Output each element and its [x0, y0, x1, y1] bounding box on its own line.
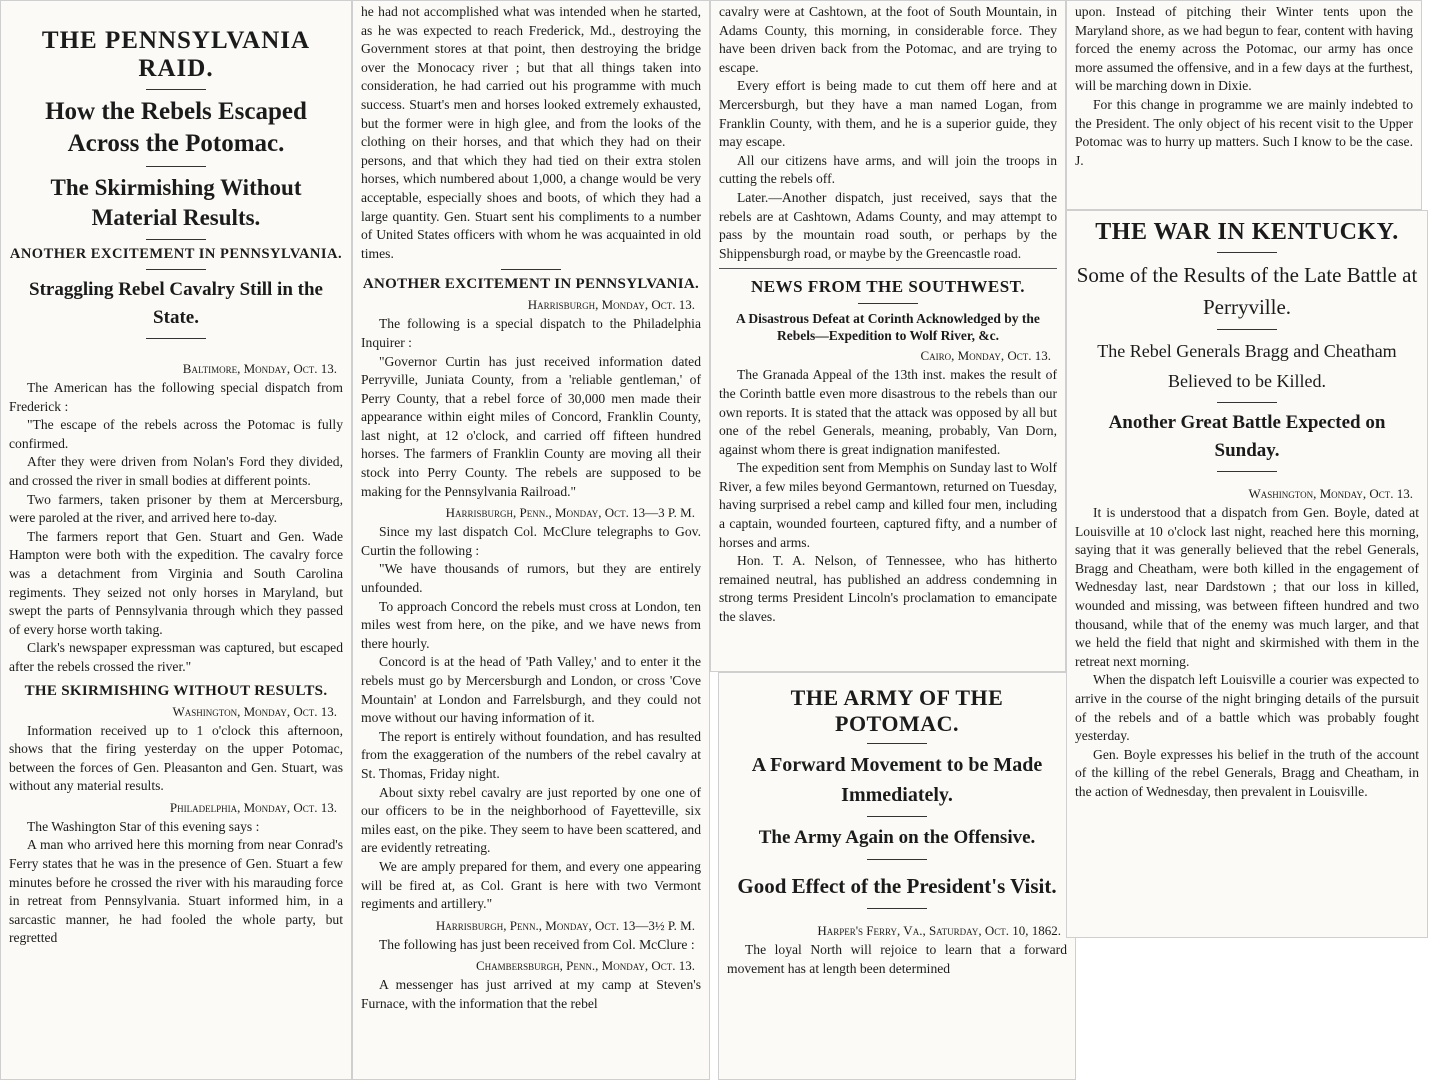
divider	[1217, 471, 1277, 472]
paragraph: When the dispatch left Louisville a courier was expected to arrive in the course of the night bringing details of the pursuit of the rebels and of a battle which was probably fought yesterday.	[1075, 672, 1419, 744]
dateline-chambersburgh: Chambersburgh, Penn., Monday, Oct. 13.	[475, 958, 695, 974]
dateline-washington: Washington, Monday, Oct. 13.	[172, 703, 337, 719]
paragraph: The loyal North will rejoice to learn that a forward movement has at length been determined	[727, 942, 1067, 976]
clipping-col2-stuart-raid-continued	[352, 0, 710, 1080]
divider	[146, 239, 206, 240]
paragraph: Later.—Another dispatch, just received, says that the rebels are at Cashtown, Adams County, and may attempt to pass by the mountain road south, or perhaps by the Shippensburgh road, or maybe by the Greencastle road.	[719, 189, 1057, 261]
divider	[1217, 329, 1277, 330]
paragraph: The following is a special dispatch to the Philadelphia Inquirer :	[361, 316, 701, 350]
dateline-harrisburgh-3pm: Harrisburgh, Penn., Monday, Oct. 13—3 P. M.	[445, 505, 695, 521]
article-body	[9, 379, 343, 677]
headline-news-from-southwest: NEWS FROM THE SOUTHWEST.	[751, 277, 1025, 297]
paragraph: The farmers report that Gen. Stuart and Gen. Wade Hampton were both with the expedition. The cavalry force was a detachment from Virginia and South Carolina regiments. They seized not only horses in Maryland, but swept the parts of Pennsylvania through which they passed of every horse worth taking.	[9, 528, 343, 637]
deck-forward-movement: A Forward Movement to be Made Immediately.	[751, 754, 1043, 806]
paragraph: Clark's newspaper expressman was captured, but escaped after the rebels crossed the river."	[9, 640, 343, 674]
divider	[1217, 402, 1277, 403]
paragraph: "The escape of the rebels across the Potomac is fully confirmed.	[9, 417, 343, 451]
paragraph: "We have thousands of rumors, but they are entirely unfounded.	[361, 561, 701, 596]
paragraph: Concord is at the head of 'Path Valley,' and to enter it the rebels must go by Mercersburgh and London, or cross 'Cove Mountain' at London and Farrelsburgh, and they could not move without our having information of it.	[361, 654, 701, 726]
divider	[1217, 252, 1277, 253]
dateline-washington-kentucky: Washington, Monday, Oct. 13.	[1248, 486, 1413, 501]
divider	[501, 269, 561, 270]
deck-straggling-cavalry: Straggling Rebel Cavalry Still in the State.	[29, 279, 323, 328]
subhead-skirmishing-without-results: THE SKIRMISHING WITHOUT RESULTS.	[24, 682, 328, 699]
article-body	[361, 523, 701, 913]
divider	[867, 908, 927, 909]
deck-another-excitement: ANOTHER EXCITEMENT IN PENNSYLVANIA.	[9, 246, 343, 262]
paragraph: The American has the following special dispatch from Frederick :	[9, 380, 343, 414]
article-body	[361, 315, 701, 501]
deck-skirmishing: The Skirmishing Without Material Results.	[50, 175, 302, 230]
paragraph: upon. Instead of pitching their Winter tents upon the Maryland shore, as we had begun to fear, content with having forced the enemy across the Potomac, our army has once more assumed the offensive, and in a few days at the furthest, will be marching down in Dixie.	[1075, 4, 1413, 94]
divider	[146, 166, 206, 167]
dateline-harpers-ferry: Harper's Ferry, Va., Saturday, Oct. 10, 1862.	[817, 923, 1061, 938]
article-body	[719, 366, 1057, 626]
paragraph: A messenger has just arrived at my camp at Steven's Furnace, with the information that the rebel	[361, 977, 701, 1011]
paragraph: After they were driven from Nolan's Ford they divided, and crossed the river in small bodies at different points.	[9, 454, 343, 488]
divider	[146, 269, 206, 270]
paragraph: The expedition sent from Memphis on Sunday last to Wolf River, a few miles beyond Germantown, returned on Tuesday, having surprised a rebel camp and killed four men, including a captain, wounded fourteen, captured fifty, and a number of horses and arms.	[719, 460, 1057, 550]
paragraph: To approach Concord the rebels must cross at London, ten miles west from here, on the pike, and we have news from there hourly.	[361, 598, 701, 651]
paragraph: The following has just been received from Col. McClure :	[379, 936, 695, 952]
deck-results-perryville: Some of the Results of the Late Battle at Perryville.	[1076, 263, 1418, 319]
paragraph: Information received up to 1 o'clock this afternoon, shows that the firing yesterday on the upper Potomac, between the forces of Gen. Pleasanton and Gen. Stuart, was without any material results.	[9, 722, 343, 794]
paragraph: For this change in programme we are mainly indebted to the President. The only object of his recent visit to the Upper Potomac was to hurry up matters. Such I know to be the case. J.	[1075, 96, 1413, 168]
deck-presidents-visit: Good Effect of the President's Visit.	[737, 874, 1057, 898]
paragraph: Since my last dispatch Col. McClure telegraphs to Gov. Curtin the following :	[361, 524, 701, 558]
deck-disastrous-defeat-corinth: A Disastrous Defeat at Corinth Acknowledged by the Rebels—Expedition to Wolf River, &c.	[736, 311, 1040, 344]
deck-another-great-battle: Another Great Battle Expected on Sunday.	[1108, 412, 1386, 461]
subhead-another-excitement: ANOTHER EXCITEMENT IN PENNSYLVANIA.	[362, 276, 700, 293]
dateline-cairo: Cairo, Monday, Oct. 13.	[920, 348, 1051, 364]
article-body	[1075, 3, 1413, 170]
clipping-col4-war-in-kentucky	[1066, 210, 1428, 938]
article-body	[9, 818, 343, 948]
paragraph: Gen. Boyle expresses his belief in the truth of the account of the killing of the rebel Generals, Bragg and Cheatham, in the action of Wednesday, then prevalent in Louisville.	[1075, 746, 1419, 799]
paragraph: It is understood that a dispatch from Gen. Boyle, dated at Louisville at 10 o'clock last night, reached here this morning, saying that it was generally believed that the rebel Generals, Bragg and Cheatham, were both killed in the engagement of Wednesday last, near Dardstown ; that our loss in killed, wounded and missing, was between fifteen hundred and two thousand, while that of the enemy was much larger, and that we held the field that night and skirmished with them in the retreat next morning.	[1075, 505, 1419, 669]
paragraph: The Washington Star of this evening says :	[27, 818, 260, 834]
article-body	[361, 3, 701, 263]
headline-war-in-kentucky: THE WAR IN KENTUCKY.	[1095, 219, 1399, 245]
divider	[867, 859, 927, 860]
paragraph: Hon. T. A. Nelson, of Tennessee, who has hitherto remained neutral, has published an address condemning in strong terms President Lincoln's proclamation to emancipate the slaves.	[719, 553, 1057, 625]
article-body	[361, 936, 701, 955]
clipping-col1-pennsylvania-raid	[0, 0, 352, 1080]
article-body	[719, 3, 1057, 263]
article-body	[727, 941, 1067, 978]
divider	[867, 816, 927, 817]
paragraph: The Granada Appeal of the 13th inst. makes the result of the Corinth battle even more disastrous to the rebels than our own reports. It is stated that the attack was opposed by all but one of the rebel Generals, meaning, probably, Van Dorn, against whom there is great indignation manifested.	[719, 367, 1057, 457]
paragraph: A man who arrived here this morning from near Conrad's Ferry states that he was in the presence of Gen. Stuart a few minutes before he crossed the river with his marauding force in retreat from Pennsylvania. Stuart informed him, in a sarcastic manner, he had fooled the whole party, but regretted	[9, 837, 343, 946]
deck-rebels-escaped: How the Rebels Escaped Across the Potomac.	[45, 98, 307, 157]
dateline-baltimore: Baltimore, Monday, Oct. 13.	[182, 361, 337, 376]
paragraph: cavalry were at Cashtown, at the foot of South Mountain, in Adams County, this morning, in considerable force. They have been driven back from the Potomac, and are trying to escape.	[719, 4, 1057, 75]
paragraph: Two farmers, taken prisoner by them at Mercersburg, were paroled at the river, and arrived here to-day.	[9, 491, 343, 526]
paragraph: We are amply prepared for them, and every one appearing will be fired at, as Col. Grant is here with two Vermont regiments and artillery."	[361, 858, 701, 912]
dateline-harrisburgh: Harrisburgh, Monday, Oct. 13.	[527, 297, 695, 313]
clipping-col3-army-of-potomac	[718, 672, 1076, 1080]
paragraph: "Governor Curtin has just received information dated Perryville, Juniata County, from a 'reliable gentleman,' of Perry County, that a rebel force of 30,000 men made their appearance within eight miles of Concord, Franklin County, last night, at 12 o'clock, and carried off fifteen hundred horses. The farmers of Franklin County are moving all their stock into Perry County. The rebels are supposed to be making for the Pennsylvania Railroad."	[361, 353, 701, 499]
dateline-philadelphia: Philadelphia, Monday, Oct. 13.	[169, 799, 337, 815]
paragraph: All our citizens have arms, and will join the troops in cutting the rebels off.	[719, 152, 1057, 187]
divider	[146, 89, 206, 90]
headline-pennsylvania-raid: THE PENNSYLVANIA RAID.	[41, 27, 311, 82]
clipping-col4-forward-movement-continued	[1066, 0, 1422, 210]
divider	[719, 268, 1057, 269]
deck-bragg-cheatham-killed: The Rebel Generals Bragg and Cheatham Believed to be Killed.	[1097, 341, 1397, 391]
deck-army-offensive: The Army Again on the Offensive.	[758, 827, 1036, 848]
paragraph: he had not accomplished what was intended when he started, as he was expected to reach Frederick, Md., destroying the Government stores at that point, then destroying the bridge over the Monocacy river ; but that all things taken into consideration, he had carried out his programme with much success. Stuart's men and horses looked extremely exhausted, but the former were in high glee, and from the looks of the clothing on their horses, and that which they had on their persons, and that which they had tied on their extra stolen horses, which numbered about 1,000, a change would be very acceptable, especially shoes and boots, of which they had a large quantity. Gen. Stuart sent his compliments to a number of United States officers with whom he was acquainted in old times.	[361, 4, 701, 261]
paragraph: The report is entirely without foundation, and has resulted from the exaggeration of the numbers of the rebel cavalry at St. Thomas, Friday night.	[361, 728, 701, 781]
headline-army-of-potomac: THE ARMY OF THE POTOMAC.	[790, 685, 1004, 736]
divider	[146, 338, 206, 339]
article-body	[9, 722, 343, 796]
divider	[867, 743, 927, 744]
dateline-harrisburgh-330pm: Harrisburgh, Penn., Monday, Oct. 13—3½ P. M.	[435, 917, 695, 933]
paragraph: About sixty rebel cavalry are just reported by one one of our officers to be in the neighborhood of Fayetteville, six miles east, on the pike. They seem to have been scattered, and are evidently retreating.	[361, 784, 701, 856]
divider	[858, 303, 918, 304]
clipping-col3-cashtown-and-southwest	[710, 0, 1066, 672]
paragraph: Every effort is being made to cut them off here and at Mercersburgh, but they have a man named Logan, from Franklin County, with them, and he is a superior guide, they may escape.	[719, 78, 1057, 150]
article-body	[1075, 504, 1419, 802]
article-body	[361, 976, 701, 1013]
